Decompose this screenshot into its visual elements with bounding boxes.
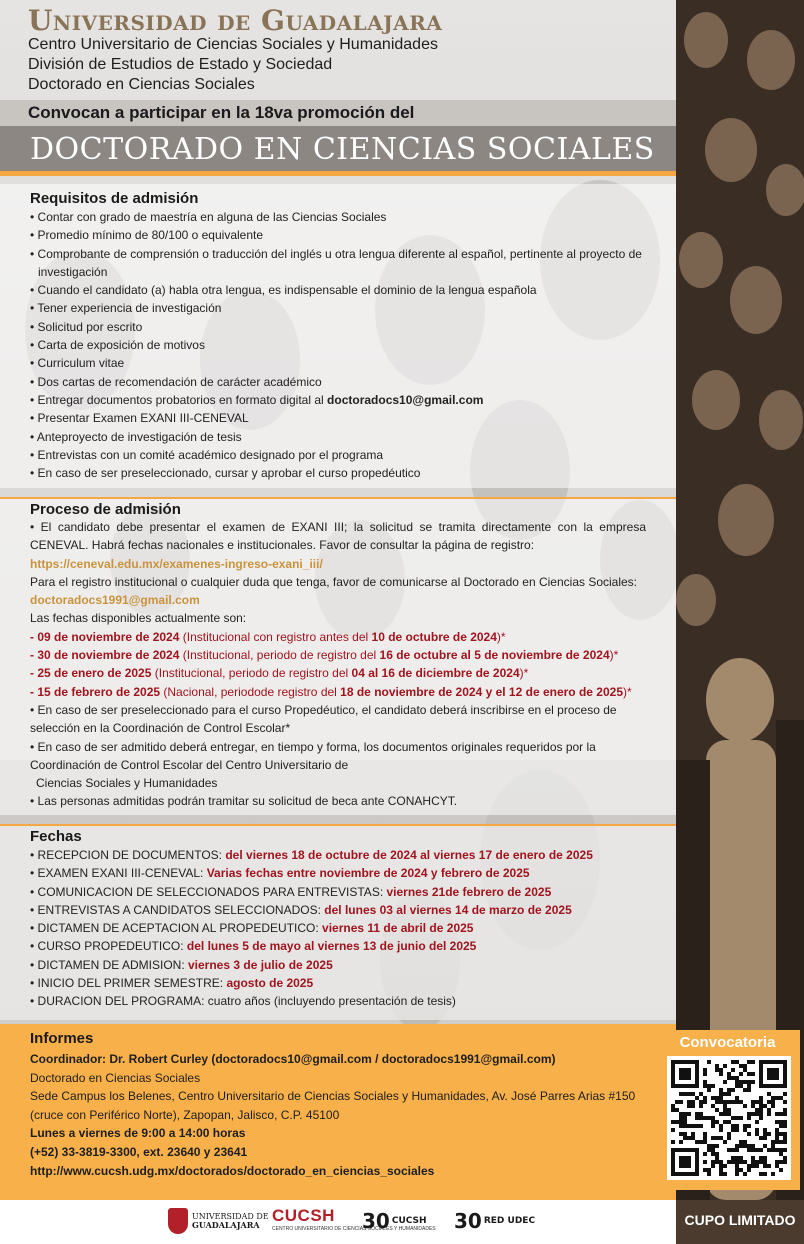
cupo-limitado-badge <box>676 1200 804 1244</box>
informes-hours: Lunes a viernes de 9:00 a 14:00 horas <box>30 1126 246 1141</box>
informes-details <box>30 1050 656 1180</box>
list-item: • Dos cartas de recomendación de carácter académico <box>30 374 322 389</box>
qr-code-graphic <box>671 1060 787 1176</box>
cupo-limitado-text: CUPO LIMITADO <box>684 1212 796 1228</box>
fechas-heading-row <box>0 824 676 846</box>
fecha-label: • DURACION DEL PROGRAMA: cuatro años (incluyendo presentación de tesis) <box>30 994 456 1009</box>
program-name: Doctorado en Ciencias Sociales <box>28 76 255 93</box>
fecha-label: • DICTAMEN DE ACEPTACION AL PROPEDEUTICO: <box>30 921 323 936</box>
list-item: • Contar con grado de maestría en alguna de las Ciencias Sociales <box>30 210 387 224</box>
exam-date-item <box>30 646 646 664</box>
requisitos-heading-row <box>0 186 676 208</box>
list-item: • Tener experiencia de investigación <box>30 301 222 316</box>
list-item <box>30 391 646 409</box>
proceso-paragraph: Para el registro institucional o cualquier duda que tenga, favor de comunicarse al Doctorado en Ciencias Sociales: <box>30 574 638 589</box>
exam-date-item <box>30 683 646 701</box>
proceso-list <box>30 518 646 811</box>
list-item: • Carta de exposición de motivos <box>30 338 205 353</box>
proceso-paragraph: • En caso de ser admitido deberá entregar, en tiempo y forma, los documentos originales requeridos por la Coordinación de Control Escolar del Centro Universitario de <box>30 739 596 772</box>
list-item: • En caso de ser preseleccionado, cursar y aprobar el curso propedéutico <box>30 466 421 481</box>
fecha-label: • DICTAMEN DE ADMISION: <box>30 957 188 972</box>
fecha-label: • COMUNICACION DE SELECCIONADOS PARA ENTREVISTAS: <box>30 884 387 899</box>
logo-text: RED UDEC <box>483 1216 536 1226</box>
section-divider <box>0 824 676 826</box>
list-item: • Curriculum vitae <box>30 356 125 371</box>
list-item: investigación <box>38 264 108 279</box>
fecha-value: agosto de 2025 <box>226 976 314 991</box>
cucsh-logo-subtext: CENTRO UNIVERSITARIO DE CIENCIAS SOCIALES Y HUMANIDADES <box>272 1226 436 1232</box>
list-item <box>30 992 646 1010</box>
proceso-heading-row <box>0 497 676 519</box>
ceneval-link[interactable]: https://ceneval.edu.mx/examenes-ingreso-exani_iii/ <box>30 556 323 571</box>
convocan-text: Convocan a participar en la 18va promoción del <box>28 103 415 122</box>
fecha-label: • ENTREVISTAS A CANDIDATOS SELECCIONADOS: <box>30 902 325 917</box>
proceso-paragraph: • El candidato debe presentar el examen de EXANI III; la solicitud se tramita directamente con la empresa CENEVAL. Habrá fechas nacionales e institucionales. Favor de consultar la página de registro: <box>30 520 646 553</box>
requisitos-heading: Requisitos de admisión <box>30 190 199 207</box>
program-title-band <box>0 126 676 176</box>
logo-number: 30 <box>362 1209 390 1233</box>
fecha-value: Varias fechas entre noviembre de 2024 y febrero de 2025 <box>206 866 530 881</box>
exam-date-note-end: )* <box>496 629 506 644</box>
list-item: • Anteproyecto de investigación de tesis <box>30 429 242 444</box>
section-divider <box>0 497 676 499</box>
informes-address: Sede Campus los Belenes, Centro Universitario de Ciencias Sociales y Humanidades, Av. José Parres Arias #150 (cruce con Periférico Norte), Zapopan, Jalisco, C.P. 45100 <box>30 1089 636 1122</box>
exam-date-note: (Institucional con registro antes del <box>179 629 372 644</box>
fecha-label: • RECEPCION DE DOCUMENTOS: <box>30 848 226 862</box>
fecha-value: del lunes 03 al viernes 14 de marzo de 2025 <box>324 902 572 917</box>
fecha-value: del viernes 18 de octubre de 2024 al viernes 17 de enero de 2025 <box>225 848 593 862</box>
udg-logo <box>168 1206 269 1236</box>
proceso-paragraph: • Las personas admitidas podrán tramitar su solicitud de beca ante CONAHCYT. <box>30 794 458 809</box>
fecha-label: • EXAMEN EXANI III-CENEVAL: <box>30 866 207 881</box>
exam-date-note-end: )* <box>623 684 632 699</box>
division-name: División de Estudios de Estado y Sociedad <box>28 56 333 73</box>
list-item <box>30 864 646 882</box>
list-item <box>30 919 646 937</box>
footer-logos <box>0 1200 676 1244</box>
coordinador-line: Coordinador: Dr. Robert Curley (doctoradocs10@gmail.com / doctoradocs1991@gmail.com) <box>30 1052 556 1066</box>
list-item <box>30 883 646 901</box>
list-item: • Cuando el candidato (a) habla otra lengua, es indispensable el dominio de la lengua española <box>30 283 537 298</box>
list-item: • Solicitud por escrito <box>30 319 143 334</box>
exam-date-note: (Institucional, periodo de registro del <box>179 648 380 663</box>
program-title: DOCTORADO EN CIENCIAS SOCIALES <box>30 132 655 167</box>
list-item <box>30 901 646 919</box>
exam-date-note: (Nacional, periodode registro del <box>160 684 341 699</box>
informes-phone: (+52) 33-3819-3300, ext. 23640 y 23641 <box>30 1144 248 1159</box>
email-link[interactable]: doctoradocs10@gmail.com <box>327 392 484 407</box>
qr-title: Convocatoria <box>679 1034 776 1051</box>
exam-date-note-end: )* <box>609 648 619 663</box>
exam-date-range: 18 de noviembre de 2024 y el 12 de enero de 2025 <box>340 684 623 699</box>
exam-date: - 09 de noviembre de 2024 <box>30 629 180 644</box>
exam-date-range: 16 de octubre al 5 de noviembre de 2024 <box>379 648 610 663</box>
exam-date-note: (Institucional, periodo de registro del <box>151 666 352 681</box>
list-item <box>30 937 646 955</box>
exam-date: - 25 de enero de 2025 <box>30 666 152 681</box>
contact-email-link[interactable]: doctoradocs1991@gmail.com <box>30 593 200 608</box>
fecha-value: del lunes 5 de mayo al viernes 13 de junio del 2025 <box>186 939 477 954</box>
fecha-label: • INICIO DEL PRIMER SEMESTRE: <box>30 976 227 991</box>
logo-text: CUCSH <box>391 1216 427 1226</box>
udg-logo-line: UNIVERSIDAD DE <box>192 1212 269 1221</box>
list-item: • Promedio mínimo de 80/100 o equivalente <box>30 228 264 243</box>
exam-date: - 30 de noviembre de 2024 <box>30 648 180 663</box>
qr-code[interactable] <box>667 1056 791 1180</box>
list-item: • Entrevistas con un comité académico designado por el programa <box>30 447 384 462</box>
exam-date-item <box>30 664 646 682</box>
exam-date-note-end: )* <box>519 666 529 681</box>
informes-heading: Informes <box>30 1030 94 1047</box>
fechas-heading: Fechas <box>30 828 82 845</box>
email-item-text: • Entregar documentos probatorios en formato digital al <box>30 392 328 407</box>
proceso-paragraph: • En caso de ser preseleccionado para el curso Propedéutico, el candidato deberá inscribirse en el proceso de selección en la Coordinación de Control Escolar* <box>30 702 617 736</box>
list-item <box>30 974 646 992</box>
informes-website-link[interactable]: http://www.cucsh.udg.mx/doctorados/doctorado_en_ciencias_sociales <box>30 1163 435 1178</box>
fechas-list <box>30 846 646 1011</box>
exam-date-item <box>30 628 646 646</box>
university-name: Universidad de Guadalajara <box>28 4 443 37</box>
fecha-value: viernes 11 de abril de 2025 <box>322 921 474 936</box>
list-item: • Comprobante de comprensión o traducción del inglés u otra lengua diferente al español, pertinente al proyecto de <box>30 246 642 261</box>
convocan-banner <box>0 100 676 126</box>
cucsh-30-logo <box>362 1206 427 1236</box>
informes-panel <box>0 1024 676 1200</box>
proceso-heading: Proceso de admisión <box>30 501 181 518</box>
header <box>0 0 676 100</box>
list-item <box>30 956 646 974</box>
crowd-side-illustration <box>676 0 804 1200</box>
exam-date-range: 04 al 16 de diciembre de 2024 <box>351 666 520 681</box>
udg-shield-icon <box>168 1208 188 1234</box>
fecha-value: viernes 3 de julio de 2025 <box>188 957 333 972</box>
proceso-paragraph: Ciencias Sociales y Humanidades <box>36 776 218 791</box>
list-item <box>30 846 646 864</box>
center-name: Centro Universitario de Ciencias Sociales y Humanidades <box>28 36 438 53</box>
logo-number: 30 <box>454 1209 482 1233</box>
fecha-label: • CURSO PROPEDEUTICO: <box>30 939 187 954</box>
informes-program: Doctorado en Ciencias Sociales <box>30 1070 201 1085</box>
udg-logo-line: GUADALAJARA <box>192 1220 260 1230</box>
red-udec-30-logo <box>454 1206 535 1236</box>
exam-date-range: 10 de octubre de 2024 <box>371 629 497 644</box>
qr-panel <box>655 1030 800 1190</box>
requisitos-list <box>30 208 646 482</box>
cucsh-logo-text: CUCSH <box>272 1206 335 1225</box>
exam-date: - 15 de febrero de 2025 <box>30 684 161 699</box>
fecha-value: viernes 21de febrero de 2025 <box>386 884 552 899</box>
dates-intro: Las fechas disponibles actualmente son: <box>30 611 247 626</box>
list-item: • Presentar Examen EXANI III-CENEVAL <box>30 411 249 426</box>
udg-logo-text <box>192 1212 269 1230</box>
